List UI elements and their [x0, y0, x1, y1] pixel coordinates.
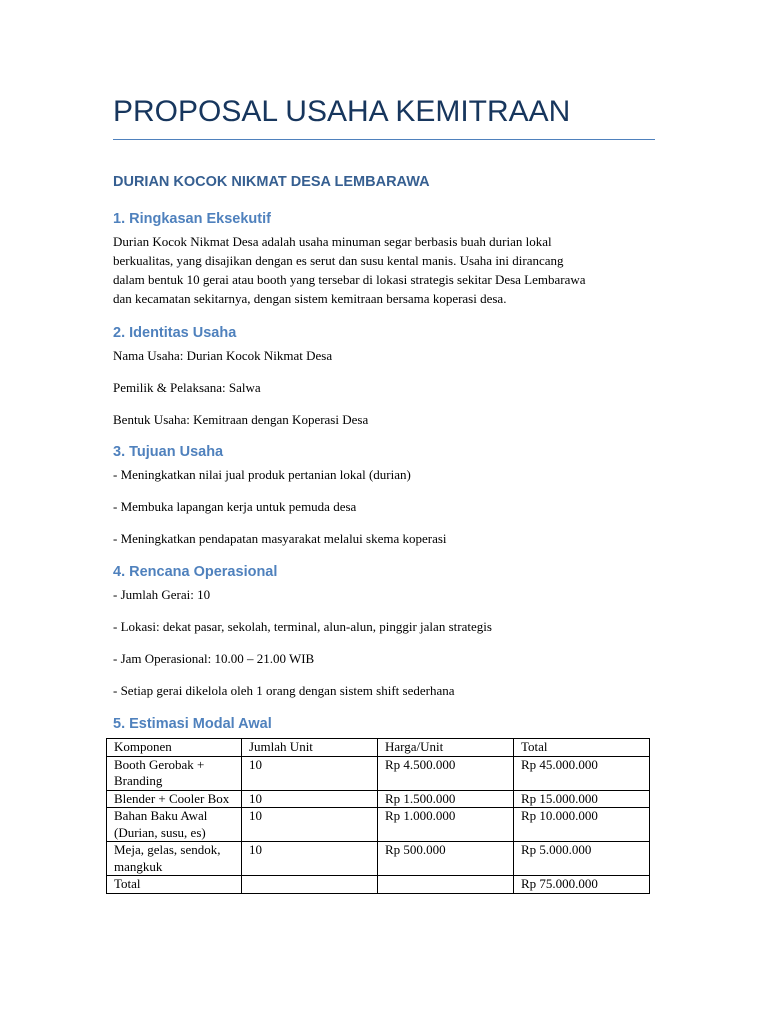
ringkasan-line: dalam bentuk 10 gerai atau booth yang tersebar di lokasi strategis sekitar Desa Lembarawa	[113, 272, 586, 287]
table-cell: Rp 45.000.000	[514, 756, 650, 790]
identitas-bentuk-usaha: Bentuk Usaha: Kemitraan dengan Koperasi Desa	[113, 412, 369, 427]
ringkasan-paragraph	[113, 232, 586, 308]
table-header-cell: Komponen	[107, 739, 242, 757]
title-underline	[113, 139, 655, 140]
table-header-row	[107, 739, 650, 757]
operasional-item: - Jumlah Gerai: 10	[113, 587, 211, 602]
document-title: PROPOSAL USAHA KEMITRAAN	[113, 95, 571, 128]
ringkasan-line: Durian Kocok Nikmat Desa adalah usaha minuman segar berbasis buah durian lokal	[113, 234, 552, 249]
table-row	[107, 842, 650, 876]
table-cell: 10	[242, 808, 378, 842]
table-cell: Rp 15.000.000	[514, 790, 650, 808]
ringkasan-line: berkualitas, yang disajikan dengan es serut dan susu kental manis. Usaha ini dirancang	[113, 253, 564, 268]
section-heading-modal: 5. Estimasi Modal Awal	[113, 716, 272, 732]
table-cell: Total	[107, 876, 242, 894]
identitas-nama-usaha: Nama Usaha: Durian Kocok Nikmat Desa	[113, 348, 333, 363]
section-heading-identitas: 2. Identitas Usaha	[113, 325, 237, 341]
section-heading-operasional: 4. Rencana Operasional	[113, 564, 278, 580]
table-cell: 10	[242, 790, 378, 808]
table-cell	[242, 876, 378, 894]
table-cell: Blender + Cooler Box	[107, 790, 242, 808]
table-header-cell: Jumlah Unit	[242, 739, 378, 757]
table-cell: Booth Gerobak + Branding	[107, 756, 242, 790]
table-cell: Meja, gelas, sendok, mangkuk	[107, 842, 242, 876]
modal-table	[106, 738, 650, 894]
table-cell: 10	[242, 842, 378, 876]
table-cell: Rp 10.000.000	[514, 808, 650, 842]
identitas-pemilik: Pemilik & Pelaksana: Salwa	[113, 380, 261, 395]
tujuan-item: - Meningkatkan nilai jual produk pertanian lokal (durian)	[113, 467, 411, 482]
table-cell: Bahan Baku Awal (Durian, susu, es)	[107, 808, 242, 842]
operasional-item: - Lokasi: dekat pasar, sekolah, terminal, alun-alun, pinggir jalan strategis	[113, 619, 492, 634]
table-cell: Rp 75.000.000	[514, 876, 650, 894]
table-cell: Rp 1.000.000	[378, 808, 514, 842]
operasional-item: - Jam Operasional: 10.00 – 21.00 WIB	[113, 651, 315, 666]
table-cell: Rp 500.000	[378, 842, 514, 876]
document-subtitle: DURIAN KOCOK NIKMAT DESA LEMBARAWA	[113, 174, 430, 190]
table-total-row	[107, 876, 650, 894]
table-row	[107, 756, 650, 790]
table-cell: Rp 4.500.000	[378, 756, 514, 790]
ringkasan-line: dan kecamatan sekitarnya, dengan sistem kemitraan bersama koperasi desa.	[113, 291, 507, 306]
tujuan-item: - Meningkatkan pendapatan masyarakat melalui skema koperasi	[113, 531, 447, 546]
table-header-cell: Total	[514, 739, 650, 757]
operasional-item: - Setiap gerai dikelola oleh 1 orang dengan sistem shift sederhana	[113, 683, 455, 698]
table-header-cell: Harga/Unit	[378, 739, 514, 757]
table-row	[107, 790, 650, 808]
section-heading-ringkasan: 1. Ringkasan Eksekutif	[113, 211, 271, 227]
table-cell	[378, 876, 514, 894]
table-cell: Rp 5.000.000	[514, 842, 650, 876]
table-cell: Rp 1.500.000	[378, 790, 514, 808]
section-heading-tujuan: 3. Tujuan Usaha	[113, 444, 224, 460]
table-row	[107, 808, 650, 842]
table-cell: 10	[242, 756, 378, 790]
tujuan-item: - Membuka lapangan kerja untuk pemuda desa	[113, 499, 357, 514]
